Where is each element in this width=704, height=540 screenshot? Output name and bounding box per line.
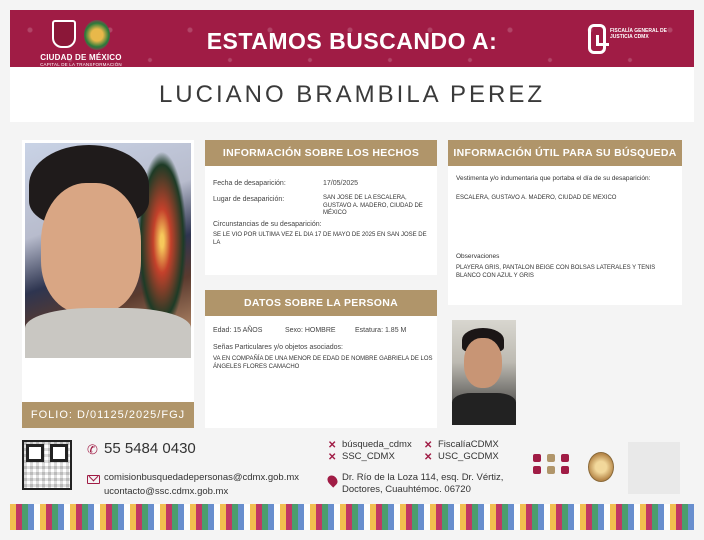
mail-icon bbox=[87, 475, 100, 484]
fecha-label: Fecha de desaparición: bbox=[213, 180, 286, 187]
photo2-body bbox=[452, 393, 516, 425]
phone-number[interactable]: 55 5484 0430 bbox=[104, 440, 196, 457]
phone-icon: ✆ bbox=[87, 442, 98, 457]
photo2-face bbox=[464, 338, 502, 388]
person-photo bbox=[25, 143, 191, 358]
circunstancias-label: Circunstancias de su desaparición: bbox=[213, 221, 322, 228]
lugar-value: SAN JOSE DE LA ESCALERA, GUSTAVO A. MADERO, CIUDAD DE MÉXICO bbox=[323, 195, 423, 216]
cdmx-logo bbox=[26, 16, 136, 67]
senas-label: Señas Particulares y/o objetos asociados: bbox=[213, 344, 343, 351]
photo-card bbox=[22, 140, 194, 428]
photo-shirt bbox=[25, 308, 191, 358]
institution-logo-a bbox=[533, 454, 573, 480]
estatura: Estatura: 1.85 M bbox=[355, 327, 407, 334]
social-ssc[interactable]: SSC_CDMX bbox=[342, 451, 395, 462]
fgj-logo bbox=[588, 24, 668, 54]
x-icon: ✕ bbox=[424, 452, 433, 463]
observaciones-label: Observaciones bbox=[456, 253, 500, 260]
senas-value: VA EN COMPAÑÍA DE UNA MENOR DE EDAD DE NOMBRE GABRIELA DE LOS ÁNGELES FLORES CAMACHO bbox=[213, 356, 433, 370]
fgj-mark-icon bbox=[588, 24, 606, 54]
qr-code[interactable] bbox=[22, 440, 72, 490]
institution-seal bbox=[588, 452, 614, 482]
decorative-band bbox=[10, 504, 694, 530]
poster-footer bbox=[10, 434, 694, 502]
institution-logo-c bbox=[628, 442, 680, 494]
social-usc[interactable]: USC_GCDMX bbox=[438, 451, 499, 462]
email-comision[interactable]: comisionbusquedadepersonas@cdmx.gob.mx bbox=[104, 472, 300, 483]
lugar-label: Lugar de desaparición: bbox=[213, 196, 285, 203]
x-icon: ✕ bbox=[328, 452, 337, 463]
cdmx-subtitle: CAPITAL DE LA TRANSFORMACIÓN bbox=[40, 62, 122, 67]
second-photo bbox=[452, 320, 516, 425]
folio: FOLIO: D/01125/2025/FGJ bbox=[22, 402, 194, 428]
panel-persona bbox=[205, 290, 437, 428]
address: Dr. Río de la Loza 114, esq. Dr. Vértiz, Doctores, Cuauhtémoc. 06720 bbox=[342, 472, 504, 495]
vestimenta-value: ESCALERA, GUSTAVO A. MADERO, CIUDAD DE MEXICO bbox=[456, 195, 617, 201]
panel-util-title: INFORMACIÓN ÚTIL PARA SU BÚSQUEDA bbox=[448, 140, 682, 166]
panel-hechos-title: INFORMACIÓN SOBRE LOS HECHOS bbox=[205, 140, 437, 166]
panel-info-util bbox=[448, 140, 682, 305]
headline: ESTAMOS BUSCANDO A: bbox=[206, 28, 498, 54]
sexo: Sexo: HOMBRE bbox=[285, 327, 336, 334]
circunstancias-value: SE LE VIO POR ULTIMA VEZ EL DIA 17 DE MAYO DE 2025 EN SAN JOSE DE LA bbox=[213, 232, 427, 246]
location-pin-icon bbox=[325, 473, 339, 487]
x-icon: ✕ bbox=[328, 440, 337, 451]
social-fiscalia[interactable]: FiscalíaCDMX bbox=[438, 439, 499, 450]
cdmx-shield-icon bbox=[52, 20, 76, 48]
cdmx-emblem-icon bbox=[84, 20, 110, 50]
photo-face bbox=[41, 183, 141, 313]
x-icon: ✕ bbox=[424, 440, 433, 451]
panel-hechos bbox=[205, 140, 437, 275]
vestimenta-label: Vestimenta y/o indumentaria que portaba el día de su desaparición: bbox=[456, 175, 651, 182]
fecha-value: 17/05/2025 bbox=[323, 180, 359, 187]
edad: Edad: 15 AÑOS bbox=[213, 327, 263, 334]
email-ucontacto[interactable]: ucontacto@ssc.cdmx.gob.mx bbox=[104, 486, 229, 497]
cdmx-name: CIUDAD DE MÉXICO bbox=[40, 53, 122, 62]
panel-persona-title: DATOS SOBRE LA PERSONA bbox=[205, 290, 437, 316]
observaciones-value: PLAYERA GRIS, PANTALON BEIGE CON BOLSAS LATERALES Y TENIS BLANCO CON AZUL Y GRIS bbox=[456, 265, 656, 279]
fgj-text: FISCALÍA GENERAL DE JUSTICIA CDMX bbox=[609, 28, 667, 40]
social-busqueda[interactable]: búsqueda_cdmx bbox=[342, 439, 412, 450]
person-name: LUCIANO BRAMBILA PEREZ bbox=[10, 67, 694, 122]
